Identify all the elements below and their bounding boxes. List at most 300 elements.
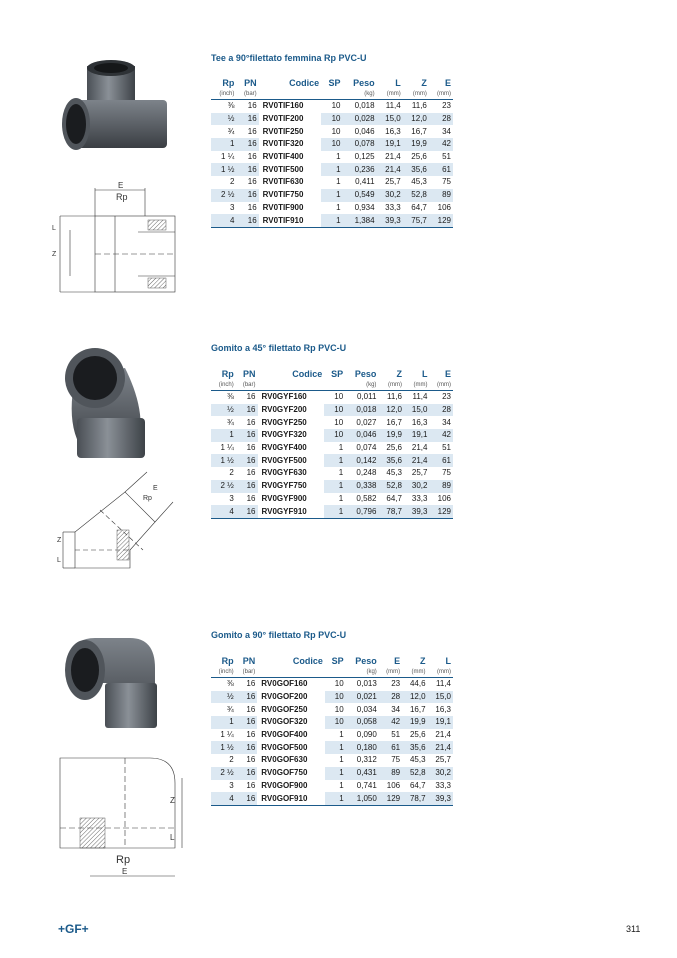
table-cell: 16 xyxy=(236,454,258,467)
table-cell: 0,027 xyxy=(356,417,377,427)
table-cell: RV0GOF750 xyxy=(261,768,308,778)
table-cell: 89 xyxy=(429,480,453,493)
table-cell: RV0TIF630 xyxy=(262,177,304,187)
table-cell: 10 xyxy=(334,417,344,427)
table-cell: 0,741 xyxy=(356,780,377,790)
table-cell: RV0GOF900 xyxy=(261,780,308,790)
table-cell: 39,3 xyxy=(377,214,403,227)
table-cell: 10 xyxy=(321,113,342,126)
svg-text:L: L xyxy=(52,225,56,232)
unit-label: (mm) xyxy=(437,669,451,675)
unit-label: (inch) xyxy=(218,382,234,388)
table-cell: 1 xyxy=(211,429,236,442)
table-cell: RV0GYF250 xyxy=(261,417,307,427)
table-cell: 11,4 xyxy=(436,679,451,689)
table-cell: 1,384 xyxy=(343,214,377,227)
table-cell: 1 xyxy=(321,163,342,176)
unit-label xyxy=(325,667,346,678)
table-cell: 0,411 xyxy=(355,177,375,187)
table-cell: 1 ½ xyxy=(211,454,236,467)
table-cell: 106 xyxy=(437,202,451,212)
table-cell: RV0TIF900 xyxy=(262,202,304,212)
svg-text:Rp: Rp xyxy=(143,495,152,502)
unit-label: (mm) xyxy=(386,91,401,97)
table-cell: 78,7 xyxy=(378,505,404,518)
table-cell: 78,7 xyxy=(402,792,427,805)
table-cell: 1 ¼ xyxy=(220,443,234,453)
table-cell: 28 xyxy=(429,113,453,126)
table-cell: 33,3 xyxy=(385,202,401,212)
table-cell: 21,4 xyxy=(404,454,430,467)
table-cell: 1 xyxy=(339,755,344,765)
table-cell: 16 xyxy=(236,404,258,417)
svg-text:E: E xyxy=(118,181,124,190)
table-cell: 16 xyxy=(246,679,256,689)
table-cell: 2 xyxy=(229,468,234,478)
unit-label: (inch) xyxy=(219,91,235,97)
table-cell: 61 xyxy=(429,163,453,176)
table-row xyxy=(211,416,453,429)
col-header: SP xyxy=(331,369,344,379)
table-cell: RV0GOF630 xyxy=(261,755,308,765)
table-cell: 0,028 xyxy=(343,113,377,126)
table-row xyxy=(211,754,453,767)
table-cell: 1 xyxy=(324,505,345,518)
section-title: Gomito a 90° filettato Rp PVC-U xyxy=(211,630,347,640)
unit-label: (mm) xyxy=(412,91,427,97)
table-cell: 16 xyxy=(236,505,258,518)
table-cell: 10 xyxy=(334,679,344,689)
table-cell: 25,7 xyxy=(385,177,401,187)
table-cell: 2 ½ xyxy=(211,189,236,202)
table-row xyxy=(211,404,453,417)
table-cell: 12,0 xyxy=(402,691,427,704)
svg-text:Z: Z xyxy=(52,251,57,258)
table-cell: 0,796 xyxy=(345,505,378,518)
table-cell: 1 ¼ xyxy=(220,730,234,740)
gf-logo: +GF+ xyxy=(58,922,89,936)
table-cell: RV0GYF160 xyxy=(261,392,307,402)
table-cell: 21,4 xyxy=(385,152,401,162)
elbow-90-photo xyxy=(55,628,165,733)
table-cell: 28 xyxy=(379,691,402,704)
col-header: Codice xyxy=(292,656,323,666)
table-cell: 16,7 xyxy=(411,126,427,136)
table-cell: 16 xyxy=(246,704,256,714)
unit-label: (mm) xyxy=(387,382,402,388)
table-cell: 0,018 xyxy=(354,101,375,111)
header-row xyxy=(211,78,453,89)
table-cell: 34 xyxy=(442,126,451,136)
table-cell: 75 xyxy=(442,177,451,187)
unit-label: (mm) xyxy=(437,382,451,388)
table-row xyxy=(211,113,453,126)
page-number: 311 xyxy=(626,924,641,934)
table-cell: RV0GYF750 xyxy=(261,481,307,491)
spec-table xyxy=(211,369,453,519)
table-cell: 0,074 xyxy=(356,443,377,453)
table-cell: 16,3 xyxy=(435,704,451,714)
col-header: PN xyxy=(244,78,257,88)
table-cell: 45,3 xyxy=(386,468,402,478)
table-cell: 0,125 xyxy=(354,152,375,162)
table-cell: 30,2 xyxy=(377,189,403,202)
table-cell: 0,090 xyxy=(356,730,377,740)
table-cell: 75 xyxy=(442,468,451,478)
table-cell: 42 xyxy=(379,716,402,729)
table-row xyxy=(211,691,453,704)
table-cell: 21,4 xyxy=(411,443,428,453)
table-cell: 75 xyxy=(391,755,401,765)
table-cell: 1 ½ xyxy=(211,741,236,754)
table-cell: RV0GOF910 xyxy=(261,793,308,803)
spec-table xyxy=(211,656,453,806)
svg-text:E: E xyxy=(122,867,128,876)
table-cell: 23 xyxy=(442,101,451,111)
table-cell: 1 xyxy=(339,730,344,740)
header-row xyxy=(211,656,453,667)
table-cell: 89 xyxy=(429,189,453,202)
table-cell: ⅜ xyxy=(227,101,235,111)
table-cell: 19,9 xyxy=(403,138,429,151)
table-cell: 0,312 xyxy=(356,755,377,765)
table-cell: 10 xyxy=(325,716,346,729)
col-header: SP xyxy=(328,78,341,88)
table-cell: RV0GOF500 xyxy=(261,742,308,752)
table-cell: 45,3 xyxy=(409,755,426,765)
table-cell: 0,934 xyxy=(354,202,375,212)
table-cell: 12,0 xyxy=(403,113,429,126)
table-cell: 23 xyxy=(442,392,451,402)
table-row xyxy=(211,493,453,506)
table-cell: 25,7 xyxy=(411,468,428,478)
table-cell: 19,1 xyxy=(404,429,430,442)
svg-text:Rp: Rp xyxy=(116,192,128,202)
table-row xyxy=(211,202,453,215)
table-cell: 1 xyxy=(336,202,341,212)
table-cell: 33,3 xyxy=(411,493,428,503)
table-cell: 15,0 xyxy=(404,404,430,417)
table-cell: 51 xyxy=(442,152,451,162)
table-row xyxy=(211,125,453,138)
table-cell: 106 xyxy=(437,493,451,503)
table-cell: 35,6 xyxy=(403,163,429,176)
svg-text:E: E xyxy=(153,485,158,492)
table-cell: 10 xyxy=(321,138,342,151)
table-cell: 3 xyxy=(229,780,234,790)
table-cell: 0,431 xyxy=(346,767,379,780)
col-header: L xyxy=(421,369,428,379)
table-cell: RV0TIF750 xyxy=(262,190,304,200)
svg-text:L: L xyxy=(170,833,175,842)
table-cell: RV0GYF500 xyxy=(261,455,307,465)
col-header: Z xyxy=(396,369,402,379)
table-cell: 34 xyxy=(391,704,401,714)
table-cell: 129 xyxy=(429,505,453,518)
col-header: Peso xyxy=(354,369,377,379)
table-cell: ¾ xyxy=(227,704,234,714)
table-cell: 19,1 xyxy=(428,716,453,729)
unit-label: (bar) xyxy=(242,382,256,388)
col-header: Rp xyxy=(222,78,235,88)
col-header: Rp xyxy=(221,369,234,379)
table-cell: 15,0 xyxy=(377,113,403,126)
table-cell: RV0GYF910 xyxy=(261,506,307,516)
table-cell: 19,1 xyxy=(377,138,403,151)
table-cell: 0,018 xyxy=(345,404,378,417)
table-cell: 0,582 xyxy=(356,493,377,503)
table-cell: 16 xyxy=(236,189,258,202)
table-cell: 42 xyxy=(429,429,453,442)
table-cell: RV0TIF500 xyxy=(262,164,304,174)
table-cell: 1 xyxy=(338,493,344,503)
section-title: Tee a 90°filettato femmina Rp PVC-U xyxy=(211,53,367,63)
table-cell: 44,6 xyxy=(409,679,426,689)
table-row xyxy=(211,442,453,455)
table-cell: 10 xyxy=(324,404,345,417)
table-cell: 0,248 xyxy=(356,468,377,478)
table-cell: 1 xyxy=(325,741,346,754)
table-cell: 10 xyxy=(334,392,344,402)
table-cell: 1 xyxy=(211,138,236,151)
table-cell: 12,0 xyxy=(378,404,404,417)
elbow-45-photo xyxy=(55,338,165,468)
table-cell: 16 xyxy=(236,691,258,704)
table-row xyxy=(211,429,453,442)
table-cell: 35,6 xyxy=(402,741,427,754)
unit-label xyxy=(257,667,325,678)
table-cell: 1 xyxy=(324,454,345,467)
table-cell: 16 xyxy=(236,113,258,126)
table-cell: 16 xyxy=(236,214,258,227)
table-cell: 4 xyxy=(211,792,236,805)
table-cell: 16 xyxy=(246,780,256,790)
table-cell: 52,8 xyxy=(403,189,429,202)
table-cell: 23 xyxy=(391,679,401,689)
table-cell: 1 xyxy=(336,177,341,187)
table-cell: 0,142 xyxy=(345,454,378,467)
table-cell: 11,4 xyxy=(385,101,401,111)
table-cell: 33,3 xyxy=(435,780,451,790)
unit-label xyxy=(324,380,345,391)
table-cell: 0,011 xyxy=(357,392,377,402)
table-cell: 0,180 xyxy=(346,741,379,754)
table-cell: 1 xyxy=(324,480,345,493)
table-cell: 0,021 xyxy=(346,691,379,704)
table-cell: 52,8 xyxy=(402,767,427,780)
table-cell: RV0GYF900 xyxy=(261,493,307,503)
table-cell: 2 xyxy=(229,177,235,187)
col-header: Peso xyxy=(353,78,375,88)
table-cell: 1 ½ xyxy=(211,163,236,176)
table-cell: 11,6 xyxy=(411,101,427,111)
table-cell: 16 xyxy=(236,792,258,805)
svg-text:Rp: Rp xyxy=(116,854,131,866)
table-cell: ¾ xyxy=(227,126,235,136)
table-cell: 19,9 xyxy=(402,716,427,729)
table-cell: 16 xyxy=(247,126,257,136)
table-cell: 1 xyxy=(325,767,346,780)
table-cell: 75,7 xyxy=(403,214,429,227)
table-cell: 1 xyxy=(338,468,344,478)
col-header: PN xyxy=(242,656,256,666)
tee-drawing xyxy=(50,180,180,300)
table-row xyxy=(211,678,453,691)
table-cell: 1 xyxy=(321,214,342,227)
table-cell: 61 xyxy=(379,741,402,754)
table-cell: RV0GYF320 xyxy=(261,430,307,440)
elbow-45-drawing xyxy=(55,470,175,580)
table-cell: 10 xyxy=(331,101,341,111)
table-cell: 0,236 xyxy=(343,163,377,176)
table-cell: 52,8 xyxy=(378,480,404,493)
table-row xyxy=(211,467,453,480)
table-row xyxy=(211,163,453,176)
table-cell: 11,4 xyxy=(412,392,428,402)
table-cell: RV0TIF250 xyxy=(262,126,304,136)
unit-label xyxy=(258,380,325,391)
table-cell: 64,7 xyxy=(386,493,402,503)
table-cell: 21,4 xyxy=(428,741,453,754)
table-cell: 89 xyxy=(379,767,402,780)
table-cell: 16 xyxy=(246,417,256,427)
table-cell: 16 xyxy=(246,392,256,402)
table-cell: 16 xyxy=(236,767,258,780)
table-cell: 39,3 xyxy=(428,792,453,805)
col-header: Peso xyxy=(355,656,377,666)
table-cell: ½ xyxy=(211,404,236,417)
table-cell: 1 xyxy=(321,189,342,202)
table-cell: RV0GOF400 xyxy=(261,730,308,740)
table-cell: 35,6 xyxy=(378,454,404,467)
table-cell: 16 xyxy=(246,493,256,503)
table-row xyxy=(211,176,453,189)
table-cell: 16 xyxy=(247,202,257,212)
unit-label: (bar) xyxy=(242,669,256,675)
table-cell: 16,3 xyxy=(385,126,401,136)
table-cell: 0,013 xyxy=(356,679,377,689)
unit-label: (inch) xyxy=(218,669,234,675)
table-cell: 1 xyxy=(338,443,344,453)
table-cell: 30,2 xyxy=(428,767,453,780)
table-cell: 3 xyxy=(229,202,235,212)
table-cell: 16 xyxy=(236,138,258,151)
table-cell: RV0TIF910 xyxy=(262,215,304,225)
table-cell: 16 xyxy=(246,468,256,478)
table-row xyxy=(211,716,453,729)
unit-label xyxy=(259,89,321,100)
unit-row xyxy=(211,380,453,391)
table-cell: 25,7 xyxy=(435,755,451,765)
table-cell: 42 xyxy=(429,138,453,151)
col-header: PN xyxy=(243,369,256,379)
table-row xyxy=(211,189,453,202)
table-cell: 10 xyxy=(325,691,346,704)
tee-photo xyxy=(55,58,175,168)
table-cell: 51 xyxy=(391,730,401,740)
table-cell: 1 xyxy=(336,152,341,162)
table-cell: RV0GYF630 xyxy=(261,468,307,478)
table-cell: 1 xyxy=(339,780,344,790)
table-cell: 1 ¼ xyxy=(221,152,235,162)
table-cell: 10 xyxy=(324,429,345,442)
table-cell: 16 xyxy=(236,480,258,493)
table-cell: 2 xyxy=(229,755,234,765)
table-cell: 21,4 xyxy=(435,730,451,740)
table-cell: 28 xyxy=(429,404,453,417)
col-header: E xyxy=(394,656,401,666)
table-cell: RV0TIF320 xyxy=(262,139,304,149)
svg-text:Z: Z xyxy=(57,537,62,544)
table-cell: RV0GOF250 xyxy=(261,704,308,714)
table-cell: 1 xyxy=(211,716,236,729)
unit-label: (kg) xyxy=(366,669,377,675)
col-header: Z xyxy=(421,78,427,88)
table-cell: 64,7 xyxy=(411,202,427,212)
col-header: Codice xyxy=(292,369,323,379)
table-cell: 0,046 xyxy=(354,126,375,136)
elbow-90-drawing xyxy=(50,748,190,883)
table-cell: RV0GOF200 xyxy=(261,692,308,702)
table-cell: 1,050 xyxy=(346,792,379,805)
table-row xyxy=(211,151,453,164)
table-row xyxy=(211,780,453,793)
table-cell: ⅜ xyxy=(227,392,234,402)
col-header: SP xyxy=(331,656,344,666)
section-title: Gomito a 45° filettato Rp PVC-U xyxy=(211,343,347,353)
unit-label: (mm) xyxy=(411,669,426,675)
table-cell: ½ xyxy=(211,691,236,704)
table-row xyxy=(211,703,453,716)
header-row xyxy=(211,369,453,380)
table-cell: 0,034 xyxy=(356,704,377,714)
table-cell: 16,3 xyxy=(411,417,428,427)
svg-text:Z: Z xyxy=(170,796,175,805)
col-header: L xyxy=(445,656,451,666)
table-cell: 16 xyxy=(246,730,256,740)
unit-row xyxy=(211,667,453,678)
table-cell: 30,2 xyxy=(404,480,430,493)
table-row xyxy=(211,138,453,151)
table-cell: 0,078 xyxy=(343,138,377,151)
table-cell: 16,7 xyxy=(409,704,426,714)
svg-text:L: L xyxy=(57,557,61,564)
table-cell: 10 xyxy=(331,126,341,136)
table-cell: RV0GYF200 xyxy=(261,405,307,415)
unit-row xyxy=(211,89,453,100)
spec-table xyxy=(211,78,453,228)
table-cell: 25,6 xyxy=(411,152,427,162)
table-row xyxy=(211,792,453,805)
table-cell: 39,3 xyxy=(404,505,430,518)
table-row xyxy=(211,391,453,404)
table-cell: 25,6 xyxy=(386,443,402,453)
unit-label: (mm) xyxy=(437,91,451,97)
table-cell: 3 xyxy=(229,493,234,503)
table-cell: RV0GOF320 xyxy=(261,717,308,727)
table-cell: 4 xyxy=(211,505,236,518)
table-cell: 11,6 xyxy=(386,392,402,402)
col-header: Rp xyxy=(221,656,234,666)
unit-label: (mm) xyxy=(386,669,401,675)
table-cell: 16 xyxy=(236,163,258,176)
table-cell: ⅜ xyxy=(227,679,234,689)
table-cell: 1 xyxy=(325,792,346,805)
unit-label xyxy=(321,89,342,100)
table-cell: 51 xyxy=(442,443,451,453)
table-cell: 16 xyxy=(247,177,257,187)
unit-label: (kg) xyxy=(364,91,375,97)
